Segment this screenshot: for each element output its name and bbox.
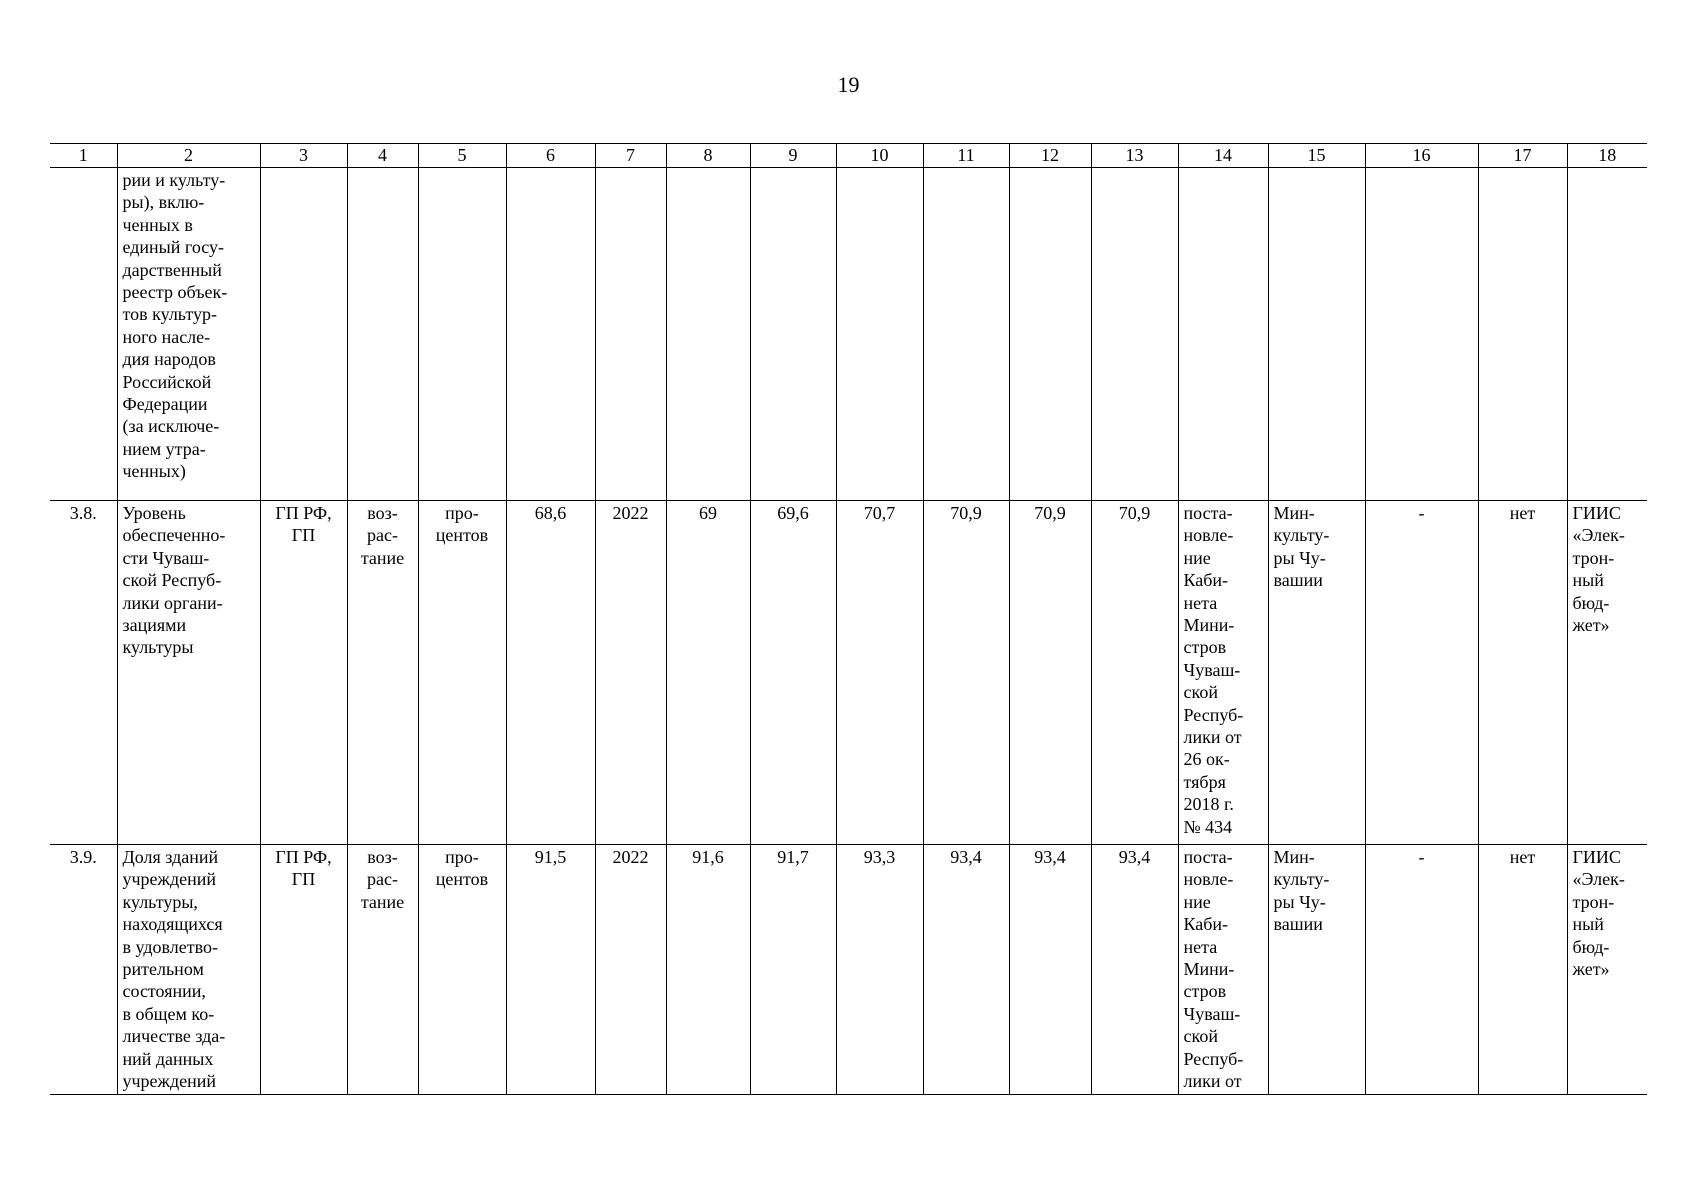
decomposition: нет bbox=[1478, 501, 1567, 845]
base-value bbox=[506, 168, 595, 501]
value-col-12: 70,9 bbox=[1009, 501, 1091, 845]
value-col-11: 93,4 bbox=[923, 845, 1009, 1095]
value-col-10: 93,3 bbox=[836, 845, 923, 1095]
column-header: 3 bbox=[260, 144, 347, 168]
page-number: 19 bbox=[837, 72, 860, 97]
value-col-11 bbox=[923, 168, 1009, 501]
base-year bbox=[595, 168, 666, 501]
related-indicator: - bbox=[1365, 501, 1478, 845]
information-system: ГИИС «Элек- трон- ный бюд- жет» bbox=[1567, 501, 1647, 845]
column-header: 13 bbox=[1091, 144, 1178, 168]
information-system: ГИИС «Элек- трон- ный бюд- жет» bbox=[1567, 845, 1647, 1095]
value-col-9 bbox=[750, 168, 836, 501]
column-header: 2 bbox=[117, 144, 260, 168]
header-row bbox=[50, 144, 1647, 168]
related-indicator bbox=[1365, 168, 1478, 501]
column-header: 15 bbox=[1268, 144, 1365, 168]
row-number bbox=[50, 168, 117, 501]
value-col-10: 70,7 bbox=[836, 501, 923, 845]
responsible: Мин- культу- ры Чу- вашии bbox=[1268, 845, 1365, 1095]
table-row bbox=[50, 168, 1647, 501]
legal-document: поста- новле- ние Каби- нета Мини- стров Чуваш- ской Респуб- лики от bbox=[1178, 845, 1268, 1095]
base-value: 91,5 bbox=[506, 845, 595, 1095]
trend: воз- рас- тание bbox=[347, 845, 418, 1095]
value-col-12 bbox=[1009, 168, 1091, 501]
column-header: 6 bbox=[506, 144, 595, 168]
indicator-name: Доля зданий учреждений культуры, находящихся в удовлетво- рительном состоянии, в общем ко- личестве зда- ний данных учреждений bbox=[117, 845, 260, 1095]
unit: про- центов bbox=[418, 501, 506, 845]
document-level bbox=[260, 168, 347, 501]
column-header: 7 bbox=[595, 144, 666, 168]
value-col-9: 69,6 bbox=[750, 501, 836, 845]
trend: воз- рас- тание bbox=[347, 501, 418, 845]
indicator-name: рии и культу- ры), вклю- ченных в единый госу- дарственный реестр объек- тов культур- ного насле- дия народов Российской Федерации (за исключе- нием утра- ченных) bbox=[117, 168, 260, 501]
column-header: 9 bbox=[750, 144, 836, 168]
unit: про- центов bbox=[418, 845, 506, 1095]
column-header: 1 bbox=[50, 144, 117, 168]
responsible bbox=[1268, 168, 1365, 501]
base-year: 2022 bbox=[595, 845, 666, 1095]
row-number: 3.8. bbox=[50, 501, 117, 845]
column-header: 12 bbox=[1009, 144, 1091, 168]
indicator-table bbox=[50, 143, 1647, 1095]
table-row bbox=[50, 845, 1647, 1095]
column-header: 5 bbox=[418, 144, 506, 168]
column-header: 4 bbox=[347, 144, 418, 168]
base-year: 2022 bbox=[595, 501, 666, 845]
value-col-13: 93,4 bbox=[1091, 845, 1178, 1095]
column-header: 8 bbox=[666, 144, 750, 168]
value-col-8: 91,6 bbox=[666, 845, 750, 1095]
value-col-13: 70,9 bbox=[1091, 501, 1178, 845]
legal-document: поста- новле- ние Каби- нета Мини- стров Чуваш- ской Респуб- лики от 26 ок- тября 2018 г. № 434 bbox=[1178, 501, 1268, 845]
information-system bbox=[1567, 168, 1647, 501]
column-header: 14 bbox=[1178, 144, 1268, 168]
column-header: 16 bbox=[1365, 144, 1478, 168]
column-header: 11 bbox=[923, 144, 1009, 168]
legal-document bbox=[1178, 168, 1268, 501]
value-col-11: 70,9 bbox=[923, 501, 1009, 845]
value-col-9: 91,7 bbox=[750, 845, 836, 1095]
base-value: 68,6 bbox=[506, 501, 595, 845]
document-level: ГП РФ, ГП bbox=[260, 845, 347, 1095]
trend bbox=[347, 168, 418, 501]
value-col-8: 69 bbox=[666, 501, 750, 845]
row-number: 3.9. bbox=[50, 845, 117, 1095]
document-level: ГП РФ, ГП bbox=[260, 501, 347, 845]
related-indicator: - bbox=[1365, 845, 1478, 1095]
value-col-10 bbox=[836, 168, 923, 501]
decomposition bbox=[1478, 168, 1567, 501]
value-col-12: 93,4 bbox=[1009, 845, 1091, 1095]
indicator-name: Уровень обеспеченно- сти Чуваш- ской Респуб- лики органи- зациями культуры bbox=[117, 501, 260, 845]
value-col-13 bbox=[1091, 168, 1178, 501]
unit bbox=[418, 168, 506, 501]
table-row bbox=[50, 501, 1647, 845]
value-col-8 bbox=[666, 168, 750, 501]
decomposition: нет bbox=[1478, 845, 1567, 1095]
responsible: Мин- культу- ры Чу- вашии bbox=[1268, 501, 1365, 845]
column-header: 17 bbox=[1478, 144, 1567, 168]
column-header: 10 bbox=[836, 144, 923, 168]
column-header: 18 bbox=[1567, 144, 1647, 168]
